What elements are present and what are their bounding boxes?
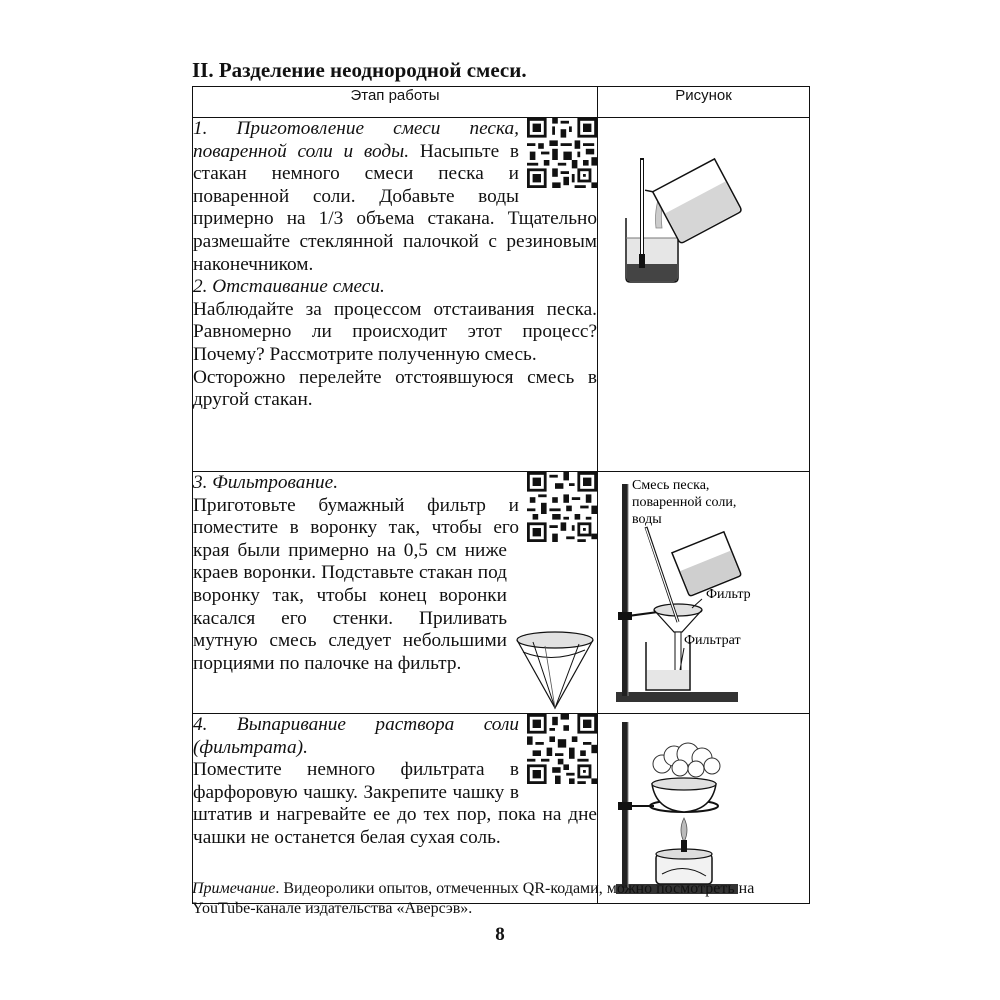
table-row — [193, 472, 810, 714]
step2-text: Наблюдайте за процессом отстаивания песка. Равномерно ли происходит этот процесс? Почему? Рассмотрите полученную смесь. — [193, 298, 597, 365]
figure-cell — [598, 714, 810, 904]
qr-code-icon[interactable] — [527, 118, 597, 188]
table-header-row — [193, 87, 810, 118]
qr-code-icon[interactable] — [527, 714, 597, 784]
label-filter: Фильтр — [706, 587, 751, 602]
column-header-stage: Этап работы — [193, 87, 598, 118]
figure-cell — [598, 472, 810, 714]
qr-code-icon[interactable] — [527, 472, 597, 542]
stage-cell — [193, 118, 598, 472]
pouring-mixture-illustration — [598, 118, 808, 468]
section-title: II. Разделение неоднородной смеси. — [192, 58, 527, 82]
column-header-figure: Рисунок — [598, 87, 810, 118]
experiment-table — [192, 86, 810, 904]
step2-text-2: Осторожно перелейте отстоявшуюся смесь в другой стакан. — [193, 366, 597, 411]
step1-text: Насыпьте в стакан немного смеси песка и поваренной соли. Добавьте воды примерно на 1/3 объема стакана. Тщательно размешайте стеклянной палочкой с резиновым наконечником. — [193, 140, 597, 275]
paper-filter-cone-icon — [513, 630, 597, 710]
evaporation-illustration — [598, 714, 808, 904]
step2-title: 2. Отстаивание смеси. — [193, 276, 385, 298]
stage-cell — [193, 472, 598, 714]
figure-cell — [598, 118, 810, 472]
label-mixture: воды — [632, 512, 662, 527]
filtration-illustration — [598, 472, 808, 712]
note-label: Примечание — [192, 880, 276, 897]
step1-title: 1. Приготовление смеси песка, поваренной соли и воды. — [193, 118, 519, 162]
step3-text: Приготовьте бумажный фильтр и поместите в воронку так, чтобы его края были примерно на 0,5 см ниже краев воронки. Подставьте стакан под воронку так, чтобы конец воронки касался его стенки. Приливать мутную смесь следует небольшими порциями по палочке на фильтр. — [193, 494, 519, 674]
step3-title: 3. Фильтрование. — [193, 472, 339, 493]
footnote — [192, 879, 812, 919]
page-number: 8 — [495, 924, 505, 945]
label-filtrate: Фильтрат — [684, 633, 741, 648]
table-row — [193, 118, 810, 472]
note-text: . Видеоролики опытов, отмеченных QR-кодами, можно посмотреть на YouTube-канале издательства «Аверсэв». — [192, 880, 755, 917]
step4-title: 4. Выпаривание раствора соли (фильтрата). — [193, 714, 519, 758]
table-row — [193, 714, 810, 904]
stage-cell — [193, 714, 598, 904]
step4-text: Поместите немного фильтрата в фарфоровую чашку. Закрепите чашку в штатив и нагревайте ее до тех пор, пока на дне чашки не останется белая сухая соль. — [193, 759, 597, 848]
label-mixture: поваренной соли, — [632, 495, 737, 510]
label-mixture: Смесь песка, — [632, 478, 710, 493]
